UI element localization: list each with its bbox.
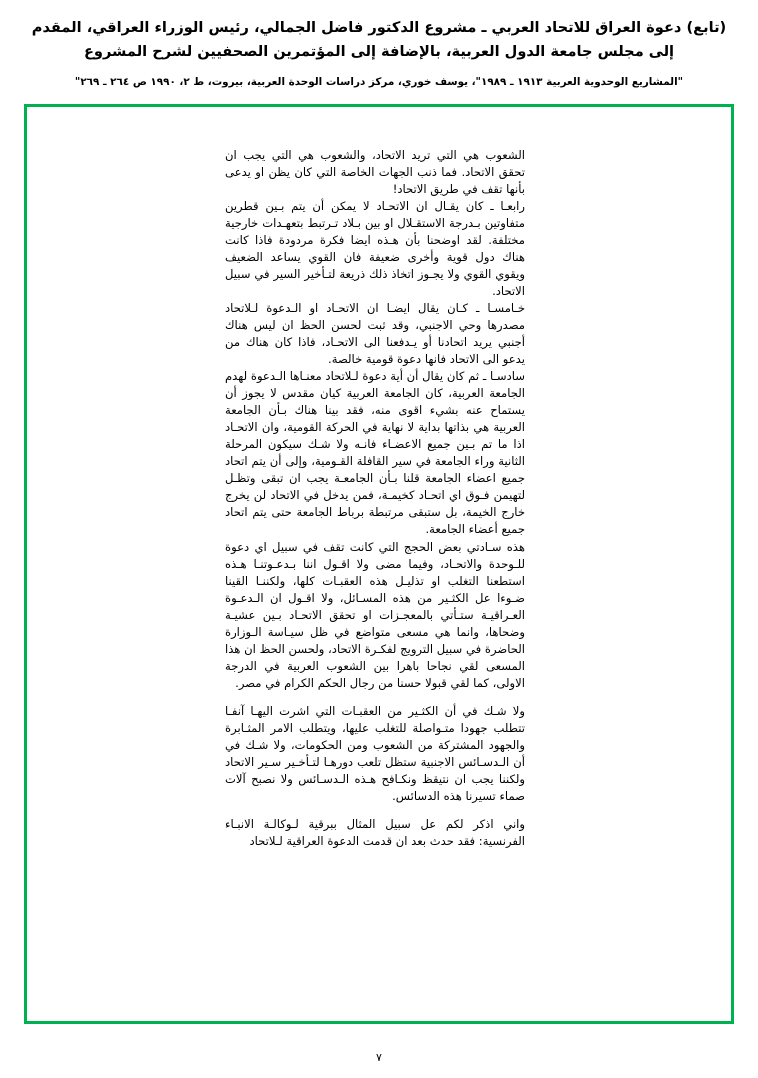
document-title: (تابع) دعوة العراق للاتحاد العربي ـ مشروع الدكتور فاضل الجمالي، رئيس الوزراء العراقي، المقدم إلى مجلس جامعة الدول العربية، بالإضافة إلى المؤتمرين الصحفيين لشرح المشروع: [31, 19, 727, 61]
body-text-column: [225, 147, 525, 850]
body-paragraph: الشعوب هي التي تريد الاتحاد، والشعوب هي التي يجب ان تحقق الاتحاد. فما ذنب الجهات الخاصة التي كان يظن او يدعى بأنها تقف في طريق الاتحاد!: [225, 147, 525, 196]
green-bordered-content-frame: [24, 104, 734, 1024]
body-paragraph: هذه سـادتي بعض الحجج التي كانت تقف في سبيل اي دعوة للـوحدة والاتحـاد، وفيما مضى ولا اقـول اننا بـدعـوتنـا هـذه استطعنا التغلب او تذليـل هذه العقبـات كلها، ولكننـا القينا ضـوءا عل الكثـير من هذه المسـائل، ولا اقـول ان الـدعـوة العـراقيـة ستـأتي بالمعجـزات او تحقق الاتحـاد بـين عشيـة وضحاها، وانما هي مسعى متواضع في ظل سيـاسة الـوزارة الحاضرة في سبيل الترويج لفكـرة الاتحاد، ولحسن الحظ ان هذا المسعى لقي نجاحا باهرا بين الشعوب العربية في الدرجة الاولى، كما لقي قبولا حسنا من رجال الحكم الكرام في مصر.: [225, 539, 525, 690]
body-paragraph: واني اذكر لكم عل سبيل المثال ببرقية لـوكالـة الانبـاء الفرنسية: فقد حدث بعد ان قدمت الدعوة العراقية لـلاتحاد: [225, 816, 525, 849]
body-paragraph: ولا شـك في أن الكثـير من العقبـات التي اشرت اليهـا آنفـا تتطلب جهودا متـواصلة للتغلب عليها، ويتطلب الامر المثـابرة والجهود المشتركة من الشعوب ومن الحكومات، ولا شـك في أن الـدسـائس الاجنبية ستظل تلعب دورهـا لتـأخـير سـير الاتحاد ولكننا يجب ان نتيقظ ونكـافح هـذه الـدسـائس ولا نصبح آلات صماء تسيرنا هذه الدسائس.: [225, 703, 525, 803]
page-number: ٧: [376, 1051, 382, 1064]
body-paragraph: خـامسـا ـ كـان يقال ايضـا ان الاتحـاد او الـدعوة لـلاتحاد مصدرها وحي الاجنبي، وقد ثبت لحسن الحظ ان ليس هناك أجنبي يريد اتحادنا أو يـدفعنا الى الاتحـاد، فاذا كان هناك من يدعو الى الاتحاد فانها دعوة قومية خالصة.: [225, 301, 525, 367]
document-header: [26, 16, 732, 91]
body-paragraph: رابعـا ـ كان يقـال ان الاتحـاد لا يمكن أن يتم بـين قطرين متفاوتين بـدرجة الاستقـلال او بين بـلاد تـرتبط بتعهـدات خارجية مختلفة. لقد اوضحنا بأن هـذه ايضا فكرة مردودة فاذا كانت هناك دول قوية وأخرى ضعيفة فان القوي يساعد الضعيف ويقوي القوي ولا يجـوز اتخاذ ذلك ذريعة لتـأخير السير في سبيل الاتحاد.: [225, 198, 525, 299]
body-paragraph: سادسـا ـ ثم كان يقال أن أية دعوة لـلاتحاد معنـاها الـدعوة لهدم الجامعة العربية، كان الجامعة العربية كيان مقدس لا يجوز أن يستماح عنه بشيء اقوى منه، فقد بينا هناك بـأن الجامعة العربية هي بذاتها بداية لا نهاية في الحركة القومية، وان الاتحـاد اذا ما تم بـين جميع الاعضـاء فانـه ولا شـك سيكون المرحلة الثانية وراء الجامعة في سير القافلة القـومية، وإلى أن يتم اتحاد جميع اعضاء الجامعة قلنا بـأن الجامعـة يجب ان تبقى وتظـل لتهيمن فـوق اي اتحـاد كخيمـة، فمن يدخل في الاتحاد لن يخرج خارج الخيمة، بل ستبقى مرتبطة برباط الجامعة حتى يتم اتحاد جميع أعضاء الجامعة.: [225, 369, 525, 537]
document-source-citation: "المشاريع الوحدوية العربية ١٩١٣ ـ ١٩٨٩"، يوسف خوري، مركز دراسات الوحدة العربية، بيروت، ط ٢، ١٩٩٠ ص ٢٦٤ ـ ٢٦٩": [74, 76, 684, 89]
